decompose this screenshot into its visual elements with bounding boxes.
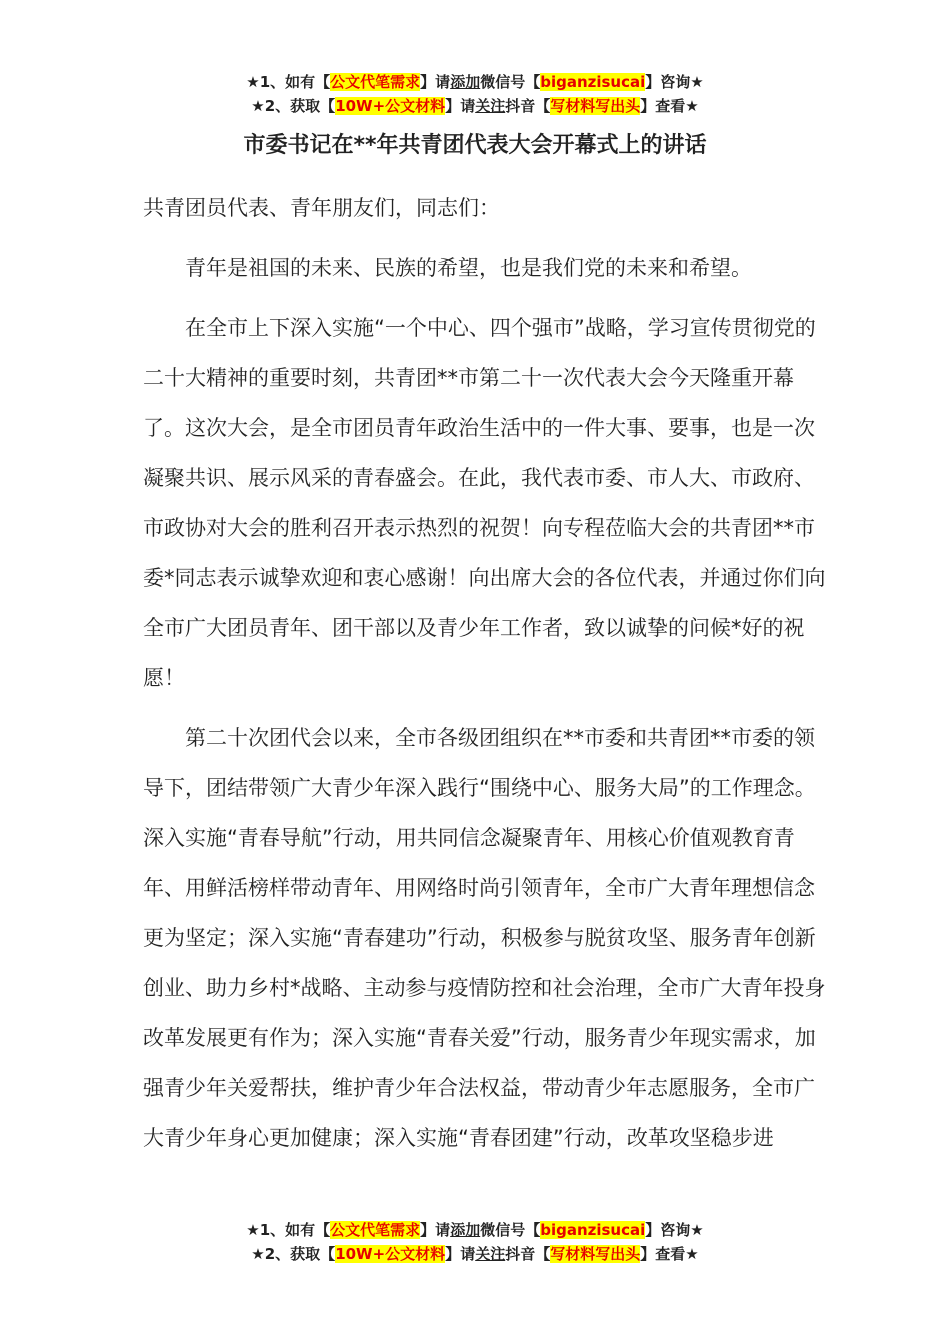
paragraph: 在全市上下深入实施“一个中心、四个强市”战略，学习宣传贯彻党的二十大精神的重要时刻，共青团**市第二十一次代表大会今天隆重开幕了。这次大会，是全市团员青年政治生活中的一件大事、要事，也是一次凝聚共识、展示风采的青春盛会。在此，我代表市委、市人大、市政府、市政协对大会的胜利召开表示热烈的祝贺！向专程莅临大会的共青团**市委*同志表示诚挚欢迎和衷心感谢！向出席大会的各位代表，并通过你们向全市广大团员青年、团干部以及青少年工作者，致以诚挚的问候*好的祝愿！ [143,316,826,690]
promo-banner-bottom [0,1218,950,1266]
promo-highlight: 写材料写出头 [550,97,641,115]
promo-text: 】查看★ [640,1245,699,1263]
promo-text: 】请 [420,73,451,91]
paragraph: 第二十次团代会以来，全市各级团组织在**市委和共青团**市委的领导下，团结带领广大青少年深入践行“围绕中心、服务大局”的工作理念。深入实施“青春导航”行动，用共同信念凝聚青年、用核心价值观教育青年、用鲜活榜样带动青年、用网络时尚引领青年，全市广大青年理想信念更为坚定；深入实施“青春建功”行动，积极参与脱贫攻坚、服务青年创新创业、助力乡村*战略、主动参与疫情防控和社会治理，全市广大青年投身改革发展更有作为；深入实施“青春关爱”行动，服务青少年现实需求，加强青少年关爱帮扶，维护青少年合法权益，带动青少年志愿服务，全市广大青少年身心更加健康；深入实施“青春团建”行动，改革攻坚稳步进 [143,726,826,1150]
promo-underlined: 关注 [475,97,506,115]
document-body [143,183,833,1173]
promo-underlined: 添加 [450,1221,481,1239]
promo-highlight: biganzisucai [540,73,646,91]
promo-highlight: 10W+公文材料 [335,97,446,115]
promo-text: 微信号【 [480,73,541,91]
promo-line-2 [0,94,950,118]
promo-text: ★1、如有【 [246,1221,331,1239]
promo-text: 】请 [445,97,476,115]
promo-text: 】咨询★ [645,1221,704,1239]
promo-text: 】请 [445,1245,476,1263]
promo-text: 抖音【 [505,1245,551,1263]
promo-highlight: 公文代笔需求 [330,1221,421,1239]
promo-line-2 [0,1242,950,1266]
promo-line-1 [0,1218,950,1242]
promo-text: ★2、获取【 [251,1245,336,1263]
promo-underlined: 添加 [450,73,481,91]
promo-highlight: 公文代笔需求 [330,73,421,91]
promo-text: ★2、获取【 [251,97,336,115]
promo-text: 抖音【 [505,97,551,115]
promo-text: 】查看★ [640,97,699,115]
promo-highlight: biganzisucai [540,1221,646,1239]
promo-banner-top [0,70,950,118]
promo-line-1 [0,70,950,94]
promo-highlight: 写材料写出头 [550,1245,641,1263]
salutation: 共青团员代表、青年朋友们，同志们： [143,196,500,220]
promo-highlight: 10W+公文材料 [335,1245,446,1263]
promo-text: 】请 [420,1221,451,1239]
paragraph: 青年是祖国的未来、民族的希望，也是我们党的未来和希望。 [185,256,752,280]
promo-underlined: 关注 [475,1245,506,1263]
document-title: 市委书记在**年共青团代表大会开幕式上的讲话 [243,133,707,158]
promo-text: 微信号【 [480,1221,541,1239]
promo-text: ★1、如有【 [246,73,331,91]
promo-text: 】咨询★ [645,73,704,91]
